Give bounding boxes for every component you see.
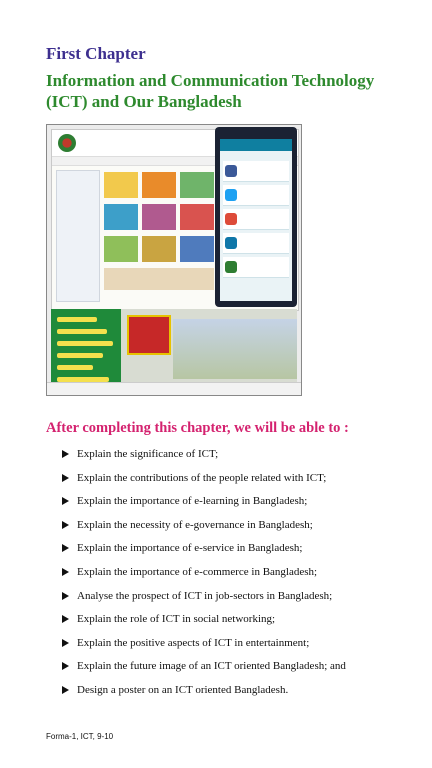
twitter-icon: [225, 189, 237, 201]
sign-text-line: [57, 353, 103, 358]
list-item: [62, 470, 422, 494]
arrow-bullet-icon: [62, 544, 69, 552]
sign-text-line: [57, 341, 113, 346]
arrow-bullet-icon: [62, 521, 69, 529]
sign-text-line: [57, 317, 97, 322]
phone-list-row: [223, 233, 289, 254]
list-item: [62, 658, 422, 682]
outcome-text: Explain the positive aspects of ICT in entertainment;: [77, 636, 310, 649]
outcome-text: Explain the contributions of the people related with ICT;: [77, 471, 327, 484]
thumbnail: [142, 236, 176, 262]
phone-list-row: [223, 209, 289, 230]
list-item: [62, 517, 422, 541]
outcomes-list: [62, 446, 422, 706]
list-item: [62, 540, 422, 564]
digital-bangladesh-sign: [51, 309, 121, 391]
list-item: [62, 588, 422, 612]
list-item: [62, 682, 422, 706]
portal-footer-links: [47, 382, 301, 395]
thumbnail: [104, 268, 214, 290]
google-plus-icon: [225, 213, 237, 225]
thumbnail: [104, 172, 138, 198]
arrow-bullet-icon: [62, 474, 69, 482]
outcome-text: Explain the significance of ICT;: [77, 448, 219, 460]
thumbnail: [104, 236, 138, 262]
arrow-bullet-icon: [62, 497, 69, 505]
government-seal-icon: [58, 134, 76, 152]
phone-list-row: [223, 185, 289, 206]
list-item: [62, 635, 422, 659]
arrow-bullet-icon: [62, 686, 69, 694]
monument-photo: [173, 319, 297, 379]
outcome-text: Explain the importance of e-service in Bangladesh;: [77, 542, 303, 555]
arrow-bullet-icon: [62, 568, 69, 576]
phone-list-row: [223, 161, 289, 182]
outcome-text: Explain the role of ICT in social networking;: [77, 613, 276, 626]
list-item: [62, 564, 422, 588]
phone-list-row: [223, 257, 289, 278]
arrow-bullet-icon: [62, 615, 69, 623]
dhaka-district-sign: [127, 315, 171, 355]
sign-text-line: [57, 329, 107, 334]
page-footer-code: Forma-1, ICT, 9-10: [46, 732, 114, 741]
thumbnail: [142, 172, 176, 198]
thumbnail: [180, 236, 214, 262]
phone-title-bar: [220, 139, 292, 151]
ict-collage-image: [46, 124, 302, 396]
arrow-bullet-icon: [62, 662, 69, 670]
outcome-text: Explain the importance of e-commerce in Bangladesh;: [77, 565, 318, 578]
sign-text-line: [57, 365, 93, 370]
app-icon: [225, 261, 237, 273]
portal-sidebar: [56, 170, 100, 302]
outcome-text: Explain the importance of e-learning in Bangladesh;: [77, 495, 308, 508]
chapter-label: First Chapter: [46, 44, 146, 63]
linkedin-icon: [225, 237, 237, 249]
thumbnail: [104, 204, 138, 230]
phone-screen: [220, 139, 292, 301]
list-item: [62, 493, 422, 517]
arrow-bullet-icon: [62, 639, 69, 647]
facebook-icon: [225, 165, 237, 177]
bangladesh-photos-strip: [51, 309, 297, 391]
thumbnail: [180, 172, 214, 198]
thumbnail: [142, 204, 176, 230]
list-item: [62, 611, 422, 635]
outcome-text: Design a poster on an ICT oriented Bangladesh.: [77, 683, 289, 696]
outcome-text: Explain the future image of an ICT oriented Bangladesh; and: [77, 660, 346, 673]
smartphone-image: [215, 127, 297, 307]
chapter-title: Information and Communication Technology (ICT) and Our Bangladesh: [46, 71, 375, 111]
outcome-text: Explain the necessity of e-governance in Bangladesh;: [77, 518, 313, 531]
arrow-bullet-icon: [62, 450, 69, 458]
list-item: [62, 446, 422, 470]
thumbnail: [180, 204, 214, 230]
arrow-bullet-icon: [62, 592, 69, 600]
outcomes-heading: After completing this chapter, we will be able to :: [46, 420, 349, 436]
outcome-text: Analyse the prospect of ICT in job-sectors in Bangladesh;: [77, 589, 333, 602]
